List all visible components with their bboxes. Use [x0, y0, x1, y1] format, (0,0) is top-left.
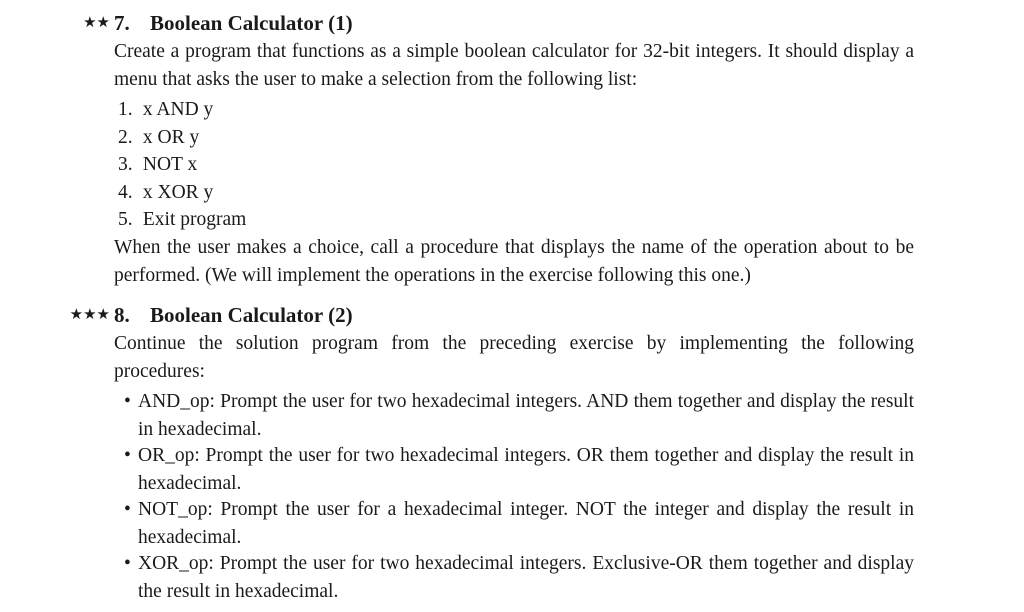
difficulty-stars: ★★★	[69, 307, 110, 323]
list-item	[124, 442, 914, 497]
menu-item-label: NOT x	[142, 154, 198, 175]
list-item	[124, 496, 914, 551]
menu-item-number: 4.	[118, 181, 133, 203]
exercise-7-followup: When the user makes a choice, call a procedure that displays the name of the operation about to be performed. (We will implement the operations in the exercise following this one.)	[114, 237, 914, 286]
exercise-7	[0, 8, 1024, 286]
exercise-number: 8.	[114, 303, 130, 327]
bullet-icon: •	[124, 391, 131, 412]
exercise-title: Boolean Calculator (1)	[150, 11, 353, 35]
exercise-7-heading	[0, 8, 1024, 38]
bullet-icon: •	[124, 445, 131, 466]
menu-item	[118, 151, 246, 179]
list-item	[124, 388, 914, 443]
menu-item-label: Exit program	[142, 209, 247, 230]
menu-item-number: 5.	[118, 209, 133, 230]
menu-item-label: x AND y	[142, 99, 214, 120]
menu-item-number: 3.	[118, 154, 133, 175]
procedure-list	[124, 388, 914, 604]
exercise-7-intro: Create a program that functions as a simple boolean calculator for 32-bit integers. It should display a menu that asks the user to make a selection from the following list:	[114, 41, 914, 90]
exercise-8-heading	[0, 300, 1024, 330]
procedure-description: XOR_op: Prompt the user for two hexadecimal integers. Exclusive-OR them together and display the result in hexadecimal.	[138, 553, 914, 602]
menu-item-label: x XOR y	[142, 181, 214, 203]
exercise-8-intro: Continue the solution program from the preceding exercise by implementing the following procedures:	[114, 333, 914, 382]
menu-item-number: 1.	[118, 99, 133, 120]
menu-list	[118, 96, 246, 234]
menu-item	[118, 124, 246, 152]
exercise-title: Boolean Calculator (2)	[150, 303, 353, 327]
difficulty-stars: ★★	[83, 15, 110, 31]
bullet-icon: •	[124, 553, 131, 574]
exercise-number: 7.	[114, 11, 130, 35]
procedure-description: OR_op: Prompt the user for two hexadecimal integers. OR them together and display the result in hexadecimal.	[138, 445, 914, 494]
list-item	[124, 550, 914, 605]
menu-item-label: x OR y	[142, 126, 200, 148]
procedure-description: AND_op: Prompt the user for two hexadecimal integers. AND them together and display the result in hexadecimal.	[138, 391, 914, 440]
menu-item	[118, 206, 246, 234]
exercise-8	[0, 300, 1024, 602]
menu-item-number: 2.	[118, 126, 133, 148]
bullet-icon: •	[124, 499, 131, 520]
menu-item	[118, 96, 246, 124]
procedure-description: NOT_op: Prompt the user for a hexadecimal integer. NOT the integer and display the result in hexadecimal.	[138, 499, 914, 548]
menu-item	[118, 179, 246, 207]
